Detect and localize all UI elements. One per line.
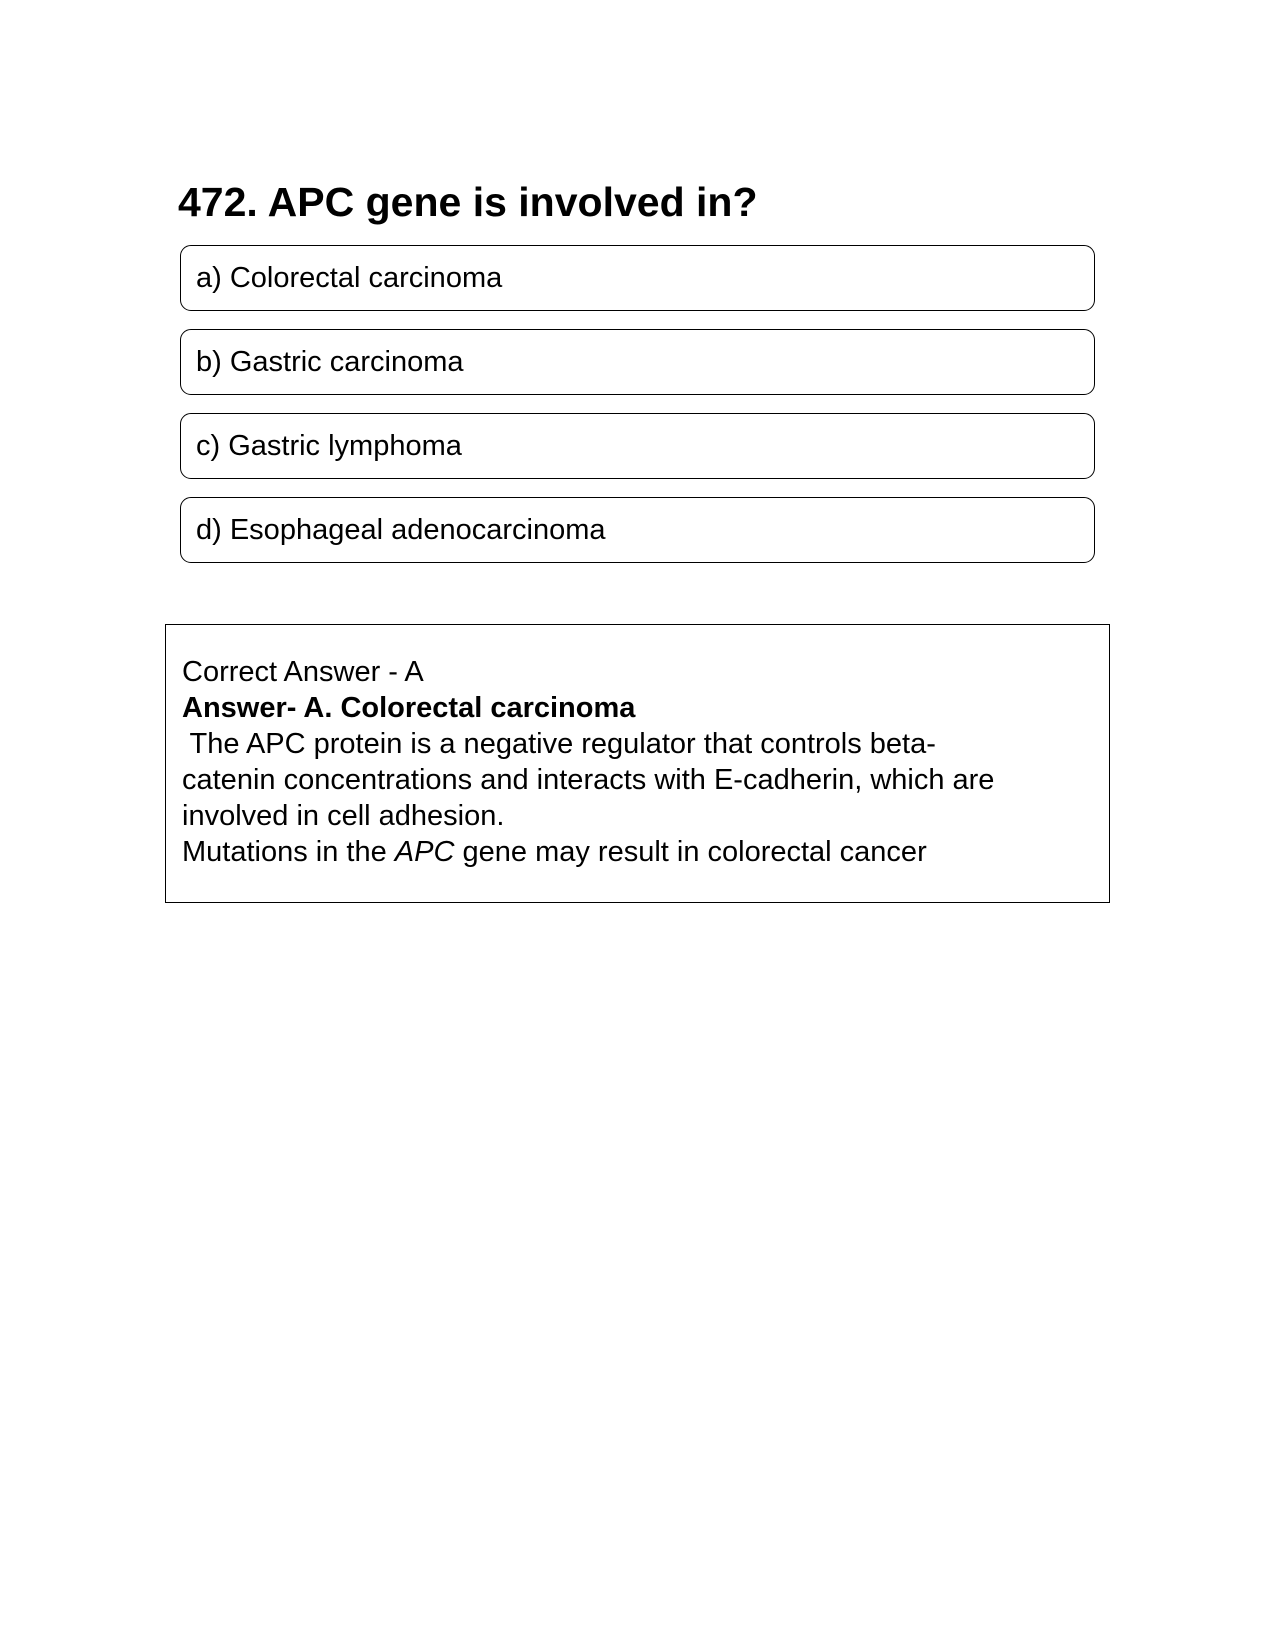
option-b[interactable] (180, 329, 1095, 395)
option-d[interactable] (180, 497, 1095, 563)
explanation-line-2: catenin concentrations and interacts with E-cadherin, which are (182, 764, 995, 796)
correct-answer-line: Correct Answer - A (182, 656, 424, 688)
mutation-prefix: Mutations in the (182, 836, 395, 868)
mutation-gene: APC (394, 836, 455, 868)
mutation-line (182, 834, 1109, 870)
option-a-label: a) Colorectal carcinoma (196, 261, 503, 294)
answer-heading: Answer- A. Colorectal carcinoma (182, 692, 636, 724)
option-a[interactable] (180, 245, 1095, 311)
option-b-label: b) Gastric carcinoma (196, 345, 464, 378)
option-d-label: d) Esophageal adenocarcinoma (196, 513, 606, 546)
option-c-label: c) Gastric lymphoma (196, 429, 462, 462)
answer-box (165, 624, 1110, 903)
mutation-suffix: gene may result in colorectal cancer (454, 836, 927, 868)
explanation-line-3: involved in cell adhesion. (182, 800, 505, 832)
question-title: 472. APC gene is involved in? (178, 179, 758, 225)
explanation-line-1: The APC protein is a negative regulator that controls beta- (182, 728, 936, 760)
option-c[interactable] (180, 413, 1095, 479)
